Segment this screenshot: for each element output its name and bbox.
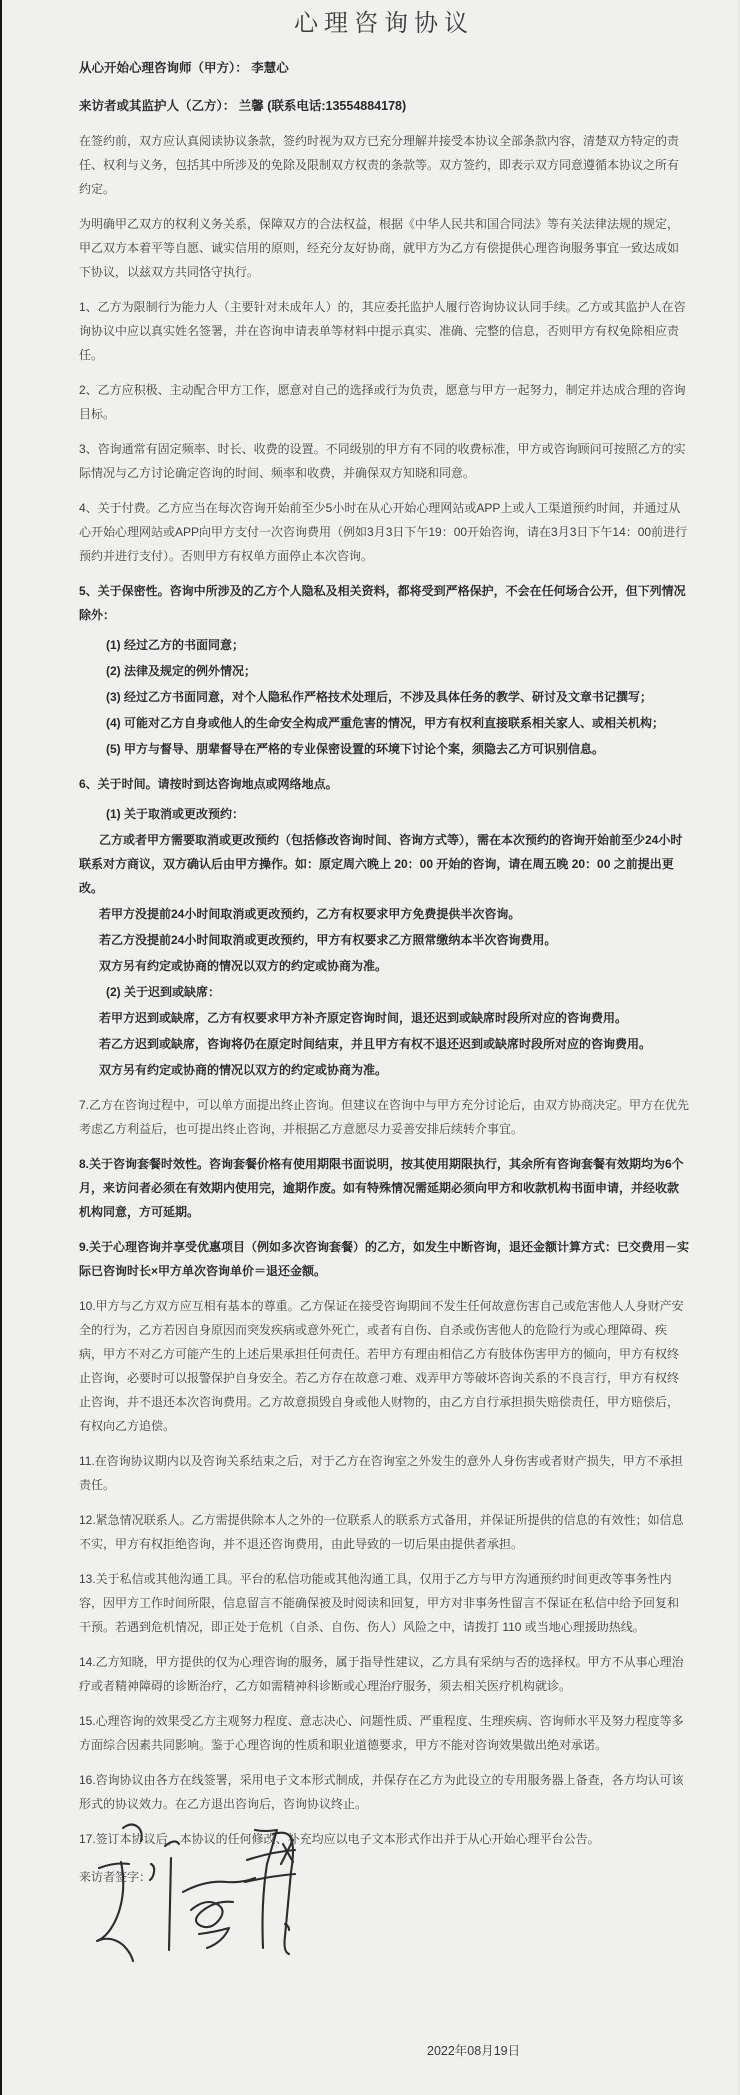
clause-paragraph-25: 10.甲方与乙方双方应互相有基本的尊重。乙方保证在接受咨询期间不发生任何故意伤害自己或危害他人人身财产安全的行为，乙方若因自身原因而突发疾病或意外死亡，或者有自伤、自杀或伤害他人的危险行为或心理障碍、疾病，甲方不对乙方可能产生的上述后果承担任何责任。若甲方有理由相信乙方有肢体伤害甲方的倾向，甲方有权终止咨询，必要时可以报警保护自身安全。若乙方存在故意刁难、戏弄甲方等破坏咨询关系的不良言行，甲方有权终止咨询，并不退还本次咨询费用。乙方故意损毁自身或他人财物的，由乙方自行承担损失赔偿责任，甲方赔偿后，有权向乙方追偿。 [79, 1299, 684, 1433]
clauses [79, 129, 689, 1851]
clause-paragraph-14: 乙方或者甲方需要取消或更改预约（包括修改咨询时间、咨询方式等），需在本次预约的咨询开始前至少24小时联系对方商议，双方确认后由甲方操作。如：原定周六晚上 20：00 开始的咨询，请在周五晚 20：00 之前提出更改。 [79, 833, 683, 895]
agreement-content [2, 0, 738, 1889]
party-b-line: 来访者或其监护人（乙方）： 兰馨 (联系电话:13554884178) [79, 99, 407, 113]
clause-paragraph-3: 2、乙方应积极、主动配合甲方工作，愿意对自己的选择或行为负责，愿意与甲方一起努力，制定并达成合理的咨询目标。 [79, 383, 686, 421]
clause-paragraph-22: 7.乙方在咨询过程中，可以单方面提出终止咨询。但建议在咨询中与甲方充分讨论后，由双方协商决定。甲方在优先考虑乙方利益后，也可提出终止咨询，并根据乙方意愿尽力妥善安排后续转介事宜。 [79, 1098, 690, 1136]
page-title: 心理咨询协议 [294, 10, 474, 37]
clause-paragraph-21: 双方另有约定或协商的情况以双方的约定或协商为准。 [99, 1063, 388, 1077]
clause-paragraph-16: 若乙方没提前24小时间取消或更改预约，甲方有权要求乙方照常缴纳本半次咨询费用。 [99, 933, 557, 947]
clause-paragraph-11: (5) 甲方与督导、朋辈督导在严格的专业保密设置的环境下讨论个案，须隐去乙方可识别信息。 [106, 742, 605, 756]
clause-paragraph-2: 1、乙方为限制行为能力人（主要针对未成年人）的，其应委托监护人履行咨询协议认同手续。乙方或其监护人在咨询协议中应以真实姓名签署，并在咨询申请表单等材料中提示真实、准确、完整的信息，否则甲方有权免除相应责任。 [79, 300, 686, 362]
clause-paragraph-27: 12.紧急情况联系人。乙方需提供除本人之外的一位联系人的联系方式备用，并保证所提供的信息的有效性；如信息不实，甲方有权拒绝咨询，并不退还咨询费用，由此导致的一切后果由提供者承担。 [79, 1513, 684, 1551]
clause-paragraph-10: (4) 可能对乙方自身或他人的生命安全构成严重危害的情况，甲方有权利直接联系相关家人、或相关机构； [106, 716, 665, 730]
clause-paragraph-31: 16.咨询协议由各方在线签署，采用电子文本形式制成，并保存在乙方为此设立的专用服务器上备查，各方均认可该形式的协议效力。在乙方退出咨询后，咨询协议终止。 [79, 1773, 684, 1811]
visitor-signature-label: 来访者签字： [79, 1870, 152, 1884]
clause-paragraph-26: 11.在咨询协议期内以及咨询关系结束之后，对于乙方在咨询室之外发生的意外人身伤害或者财产损失，甲方不承担责任。 [79, 1454, 683, 1492]
clause-paragraph-0: 在签约前，双方应认真阅读协议条款，签约时视为双方已充分理解并接受本协议全部条款内容，清楚双方特定的责任、权利与义务，包括其中所涉及的免除及限制双方权责的条款等。双方签约，即表示双方同意遵循本协议之所有约定。 [79, 134, 680, 196]
clause-paragraph-4: 3、咨询通常有固定频率、时长、收费的设置。不同级别的甲方有不同的收费标准，甲方或咨询顾问可按照乙方的实际情况与乙方讨论确定咨询的时间、频率和收费，并确保双方知晓和同意。 [79, 442, 686, 480]
clause-paragraph-8: (2) 法律及规定的例外情况； [106, 664, 257, 678]
clause-paragraph-13: (1) 关于取消或更改预约： [106, 807, 245, 821]
clause-paragraph-15: 若甲方没提前24小时间取消或更改预约，乙方有权要求甲方免费提供半次咨询。 [99, 907, 521, 921]
clause-paragraph-24: 9.关于心理咨询并享受优惠项目（例如多次咨询套餐）的乙方，如发生中断咨询，退还金额计算方式：已交费用－实际已咨询时长×甲方单次咨询单价＝退还金额。 [79, 1240, 690, 1278]
signature-date: 2022年08月19日 [427, 2044, 521, 2058]
clause-paragraph-28: 13.关于私信或其他沟通工具。平台的私信功能或其他沟通工具，仅用于乙方与甲方沟通预约时间更改等事务性内容，因甲方工作时间所限，信息留言不能确保被及时阅读和回复，甲方对非事务性留言不保证在私信中给予回复和干预。若遇到危机情况，即正处于危机（自杀、自伤、伤人）风险之中，请拨打 110 或当地心理援助热线。 [79, 1572, 680, 1634]
clause-paragraph-6: 5、关于保密性。咨询中所涉及的乙方个人隐私及相关资料，都将受到严格保护，不会在任何场合公开，但下列情况除外： [79, 584, 686, 622]
clause-paragraph-19: 若甲方迟到或缺席，乙方有权要求甲方补齐原定咨询时间，退还迟到或缺席时段所对应的咨询费用。 [99, 1011, 628, 1025]
party-a-line: 从心开始心理咨询师（甲方）： 李慧心 [79, 61, 289, 75]
clause-paragraph-12: 6、关于时间。请按时到达咨询地点或网络地点。 [79, 777, 338, 791]
clause-paragraph-17: 双方另有约定或协商的情况以双方的约定或协商为准。 [99, 959, 388, 973]
signature-drawing [87, 1818, 337, 1968]
clause-paragraph-20: 若乙方迟到或缺席，咨询将仍在原定时间结束，并且甲方有权不退还迟到或缺席时段所对应的咨询费用。 [99, 1037, 652, 1051]
clause-paragraph-7: (1) 经过乙方的书面同意； [106, 638, 245, 652]
clause-paragraph-9: (3) 经过乙方书面同意，对个人隐私作严格技术处理后，不涉及具体任务的教学、研讨及文章书记撰写； [106, 690, 653, 704]
clause-paragraph-5: 4、关于付费。乙方应当在每次咨询开始前至少5小时在从心开始心理网站或APP上或人工渠道预约时间，并通过从心开始心理网站或APP向甲方支付一次咨询费用（例如3月3日下午19：00开始咨询，请在3月3日下午14：00前进行预约并进行支付）。否则甲方有权单方面停止本次咨询。 [79, 501, 688, 563]
clause-paragraph-23: 8.关于咨询套餐时效性。咨询套餐价格有使用期限书面说明，按其使用期限执行，其余所有咨询套餐有效期均为6个月，来访问者必须在有效期内使用完，逾期作废。如有特殊情况需延期必须向甲方和收款机构书面申请，并经收款机构同意，方可延期。 [79, 1157, 684, 1219]
clause-paragraph-30: 15.心理咨询的效果受乙方主观努力程度、意志决心、问题性质、严重程度、生理疾病、咨询师水平及努力程度等多方面综合因素共同影响。鉴于心理咨询的性质和职业道德要求，甲方不能对咨询效果做出绝对承诺。 [79, 1714, 684, 1752]
clause-paragraph-1: 为明确甲乙双方的权利义务关系，保障双方的合法权益，根据《中华人民共和国合同法》等有关法律法规的规定，甲乙双方本着平等自愿、诚实信用的原则，经充分友好协商，就甲方为乙方有偿提供心理咨询服务事宜一致达成如下协议，以兹双方共同恪守执行。 [79, 217, 680, 279]
handwritten-signature [87, 1818, 337, 1968]
clause-paragraph-29: 14.乙方知晓，甲方提供的仅为心理咨询的服务，属于指导性建议，乙方具有采纳与否的选择权。甲方不从事心理治疗或者精神障碍的诊断治疗，乙方如需精神科诊断或心理治疗服务，须去相关医疗机构就诊。 [79, 1655, 684, 1693]
clause-paragraph-18: (2) 关于迟到或缺席： [106, 985, 221, 999]
clause-paragraph-32: 17.签订本协议后，本协议的任何修改、补充均应以电子文本形式作出并于从心开始心理平台公告。 [79, 1832, 600, 1846]
